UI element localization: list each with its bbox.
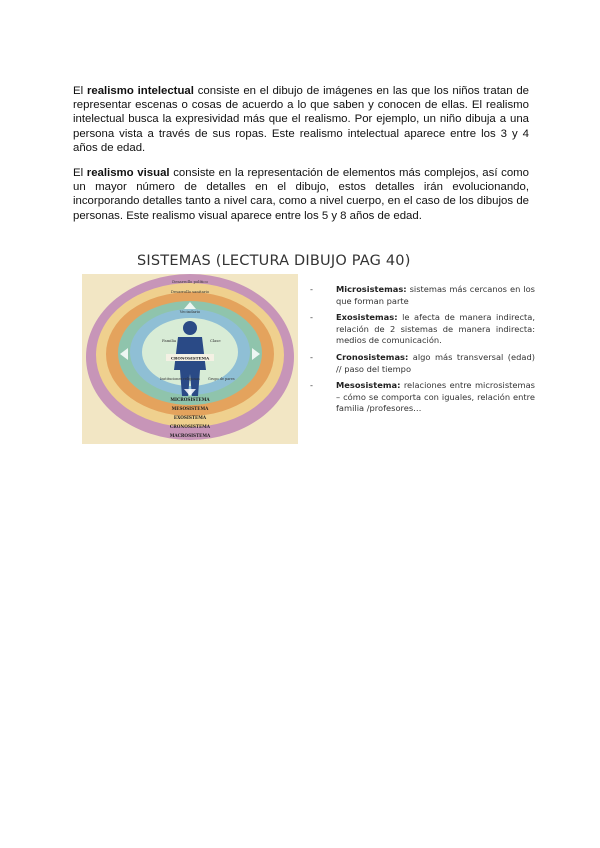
definition-text: algo más transversal (edad) // paso del tiempo: [336, 351, 535, 374]
label-religious: Instituciones religiosas: [160, 377, 200, 381]
bullet-dash: -: [310, 351, 313, 362]
ring-label-exo: EXOSISTEMA: [173, 415, 207, 420]
definitions-list: [310, 284, 535, 420]
definition-term: Microsistemas:: [336, 284, 407, 294]
systems-diagram: [82, 274, 298, 444]
paragraph-realismo-visual: [73, 166, 529, 223]
definition-term: Exosistemas:: [336, 312, 398, 323]
ring-label-macro: MACROSISTEMA: [169, 433, 211, 438]
top-label-health: Desarrollo sanitario: [170, 289, 210, 294]
label-family: Familia: [162, 338, 177, 343]
bullet-dash: -: [310, 312, 313, 323]
definition-exosistemas: [310, 312, 535, 347]
ring-label-micro: MICROSISTEMA: [170, 397, 210, 402]
bullet-dash: -: [310, 380, 313, 391]
center-label: CRONOSISTEMA: [170, 355, 210, 361]
person-head: [183, 321, 197, 335]
definition-microsistemas: [310, 284, 535, 307]
definition-term: Mesosistema:: [336, 380, 401, 391]
definition-mesosistema: [310, 380, 535, 415]
p2-term: realismo visual: [86, 167, 170, 179]
definition-term: Cronosistemas:: [336, 351, 409, 362]
ring-label-crono: CRONOSISTEMA: [169, 424, 211, 429]
label-class: Clase: [210, 338, 221, 343]
p2-pre: El: [73, 167, 87, 179]
definition-text: le afecta de manera indirecta, relación de 2 sistemas de manera indirecta: medios de comunicación.: [336, 312, 535, 346]
top-label-neighbourhood: Vecindario: [179, 309, 201, 314]
paragraph-realismo-intelectual: [73, 84, 529, 155]
top-label-political: Desarrollo político: [172, 279, 208, 284]
figure-title: SISTEMAS (LECTURA DIBUJO PAG 40): [137, 253, 411, 269]
ring-label-meso: MESOSISTEMA: [171, 406, 209, 411]
definition-cronosistemas: [310, 352, 535, 375]
bullet-dash: -: [310, 284, 313, 294]
definition-text: relaciones entre microsistemas – cómo se comporta con iguales, relación entre familia /profesores…: [336, 380, 535, 414]
p1-post: consiste en el dibujo de imágenes en las que los niños tratan de representar escenas o cosas de acuerdo a lo que saben y conocen de ellas. El realismo intelectual busca la expresividad más que el realismo. Por ejemplo, un niño dibuja a una persona vista a través de sus ropas. Este realismo intelectual aparece entre los 3 y 4 años de edad.: [73, 85, 529, 154]
p2-post: consiste en la representación de elementos más complejos, así como un mayor número de detalles en el dibujo, estos detalles irán evolucionando, incorporando detalles tanto a nivel cara, como a nivel cuerpo, en el caso de los dibujos de personas. Este realismo visual aparece entre los 5 y 8 años de edad.: [73, 167, 529, 222]
definition-text: sistemas más cercanos en los que forman parte: [336, 284, 535, 306]
p1-term: realismo intelectual: [86, 85, 194, 97]
p1-pre: El: [73, 85, 87, 97]
label-peers: Grupo de pares: [208, 377, 235, 381]
